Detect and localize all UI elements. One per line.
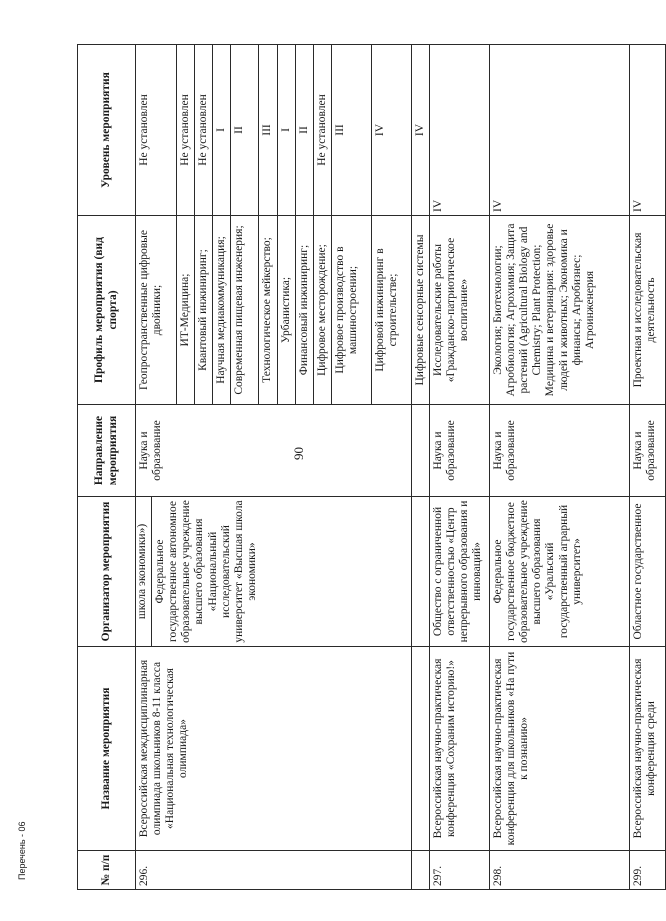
- profile-cell: Научная медиакоммуникация;: [213, 216, 231, 405]
- row-organizer: Областное государственное: [629, 497, 665, 647]
- profile-cell: Цифровое месторождение;: [313, 216, 331, 405]
- table-header-row: [78, 45, 136, 890]
- profile-cell: Цифровые сенсорные системы: [411, 216, 429, 405]
- row-name: Всероссийская научно-практическая конференция среди: [629, 647, 665, 851]
- profile-cell: Финансовый инжиниринг;: [295, 216, 313, 405]
- table-row: [629, 45, 665, 890]
- level-cell: IV: [429, 45, 489, 216]
- level-cell: Не установлен: [313, 45, 331, 216]
- row-num: 296.: [136, 851, 412, 890]
- header-name: Название мероприятия: [78, 647, 136, 851]
- events-table: [77, 44, 666, 890]
- profile-cell: Современная пищевая инженерия;: [231, 216, 259, 405]
- row-organizer: Федеральное государственное автономное образовательное учреждение высшего образования «Национальный исследовательский университет «Высшая школа экономики»: [152, 497, 412, 647]
- level-cell: IV: [411, 45, 429, 216]
- header-direction: Направление мероприятия: [78, 405, 136, 497]
- table-row: [489, 45, 629, 890]
- level-cell: Не установлен: [136, 45, 177, 216]
- profile-cell: Исследовательские работы «Гражданско-патриотическое воспитание»: [429, 216, 489, 405]
- row-direction: Наука и образование: [136, 405, 412, 497]
- table-row: [136, 45, 152, 890]
- header-level: Уровень мероприятия: [78, 45, 136, 216]
- row-num: 299.: [629, 851, 665, 890]
- profile-cell: Цифровой инжиниринг в строительстве;: [371, 216, 411, 405]
- profile-cell: Проектная и исследовательская деятельность: [629, 216, 665, 405]
- row-direction: Наука и образование: [489, 405, 629, 497]
- level-cell: I: [277, 45, 295, 216]
- row-name: Всероссийская научно-практическая конференция для школьников «На пути к познанию»: [489, 647, 629, 851]
- level-cell: III: [259, 45, 277, 216]
- footer-document-code: Перечень - 06: [17, 821, 27, 880]
- level-cell: Не установлен: [195, 45, 213, 216]
- document-table-rotated: [77, 45, 658, 890]
- level-cell: III: [331, 45, 371, 216]
- header-organizer: Организатор мероприятия: [78, 497, 136, 647]
- profile-cell: Технологическое мейкерство;: [259, 216, 277, 405]
- row-organizer-continued: школа экономики»): [136, 497, 152, 647]
- row-organizer: Федеральное государственное бюджетное образовательное учреждение высшего образования «Уральский государственный аграрный университет»: [489, 497, 629, 647]
- row-num: 298.: [489, 851, 629, 890]
- header-num: № п/п: [78, 851, 136, 890]
- profile-cell: Квантовый инжиниринг;: [195, 216, 213, 405]
- table-row: [411, 45, 429, 890]
- header-profile: Профиль мероприятия (вид спорта): [78, 216, 136, 405]
- level-cell: II: [295, 45, 313, 216]
- profile-cell: Цифровое производство в машиностроении;: [331, 216, 371, 405]
- level-cell: II: [231, 45, 259, 216]
- level-cell: IV: [489, 45, 629, 216]
- table-row: [429, 45, 489, 890]
- profile-cell: Урбанистика;: [277, 216, 295, 405]
- row-direction: Наука и образование: [629, 405, 665, 497]
- level-cell: I: [213, 45, 231, 216]
- level-cell: Не установлен: [177, 45, 195, 216]
- row-direction: Наука и образование: [429, 405, 489, 497]
- row-num: 297.: [429, 851, 489, 890]
- profile-cell: ИТ-Медицина;: [177, 216, 195, 405]
- row-organizer: Общество с ограниченной ответственностью «Центр непрерывного образования и инноваций»: [429, 497, 489, 647]
- page-number: 90: [291, 447, 306, 460]
- level-cell: IV: [371, 45, 411, 216]
- row-name: Всероссийская междисциплинарная олимпиада школьников 8-11 класса «Национальная технологическая олимпиада»: [136, 647, 412, 851]
- profile-cell: Экология; Биотехнологии; Агробиология; Агрохимия; Защита растений (Agricultural Biology and Chemistry; Plant Protection; Медицина и ветеринария: здоровье людей и животных; Экономика и финансы; Агробизнес; Агроинженерия: [489, 216, 629, 405]
- level-cell: IV: [629, 45, 665, 216]
- profile-cell: Геопространственные цифровые двойники;: [136, 216, 177, 405]
- row-name: Всероссийская научно-практическая конференция «Сохраним историю!»: [429, 647, 489, 851]
